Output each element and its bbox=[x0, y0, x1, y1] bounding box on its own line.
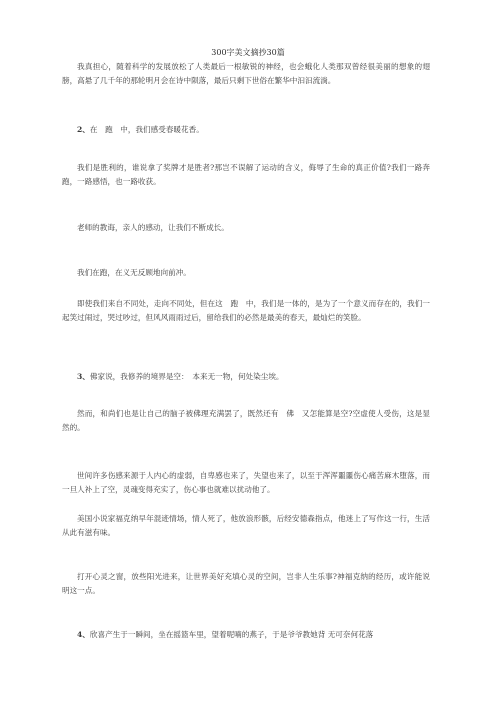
paragraph-text: 我们是胜利的，谁说拿了奖牌才是胜者?那岂不误解了运动的含义，侮辱了生命的真正价值?我们一路奔跑，一路感悟，也一路收获。 bbox=[62, 163, 430, 187]
paragraph-text: 老师的教诲，亲人的感动，让我们不断成长。 bbox=[77, 223, 229, 232]
paragraph-text: 欣喜产生于一瞬间，坐在摇篮车里，望着呢喃的燕子，于是爷爷教她背 无可奈何花落 bbox=[89, 630, 374, 639]
paragraph-text: 佛家说，我修养的境界是空： 本来无一物，何处染尘埃。 bbox=[89, 372, 284, 381]
paragraph-text: 美国小说家福克纳早年混迹情场，情人死了，他放浪形骸，后经安德森指点，他迷上了写作这一行，生活从此有滋有味。 bbox=[62, 514, 430, 538]
paragraph-4 bbox=[62, 628, 430, 642]
paragraph-text: 我们在跑，在义无反顾地向前冲。 bbox=[77, 268, 191, 277]
paragraph-window bbox=[62, 570, 430, 599]
paragraph-teacher bbox=[62, 221, 430, 235]
paragraph-text: 在 跑 中，我们感受春暖花香。 bbox=[89, 125, 204, 134]
paragraph-number: 2、 bbox=[77, 125, 90, 134]
paragraph-text: 然而，和尚们也是让自己的脑子被佛理充满罢了，既然还有 佛 又怎能算是空?空虚使人受伤，这是显然的。 bbox=[62, 409, 430, 433]
paragraph-sorrow bbox=[62, 469, 430, 498]
paragraph-running bbox=[62, 266, 430, 280]
paragraph-text: 世间许多伤感来源于人内心的虚弱，自卑感也来了，失望也来了，以至于浑浑噩噩伤心痛苦麻木堕落，而一旦人补上了空，灵魂变得充实了，伤心事也就难以扰动他了。 bbox=[62, 471, 430, 495]
paragraph-3 bbox=[62, 370, 430, 384]
paragraph-number: 3、 bbox=[77, 372, 90, 381]
paragraph-text: 即使我们来自不同处，走向不同处，但在这 跑 中，我们是一体的，是为了一个意义而存在的，我们一起笑过闹过，哭过吵过，但风风雨雨过后，留给我们的必然是最美的春天，最灿烂的笑脸。 bbox=[62, 299, 430, 323]
paragraph-text: 打开心灵之窗，放些阳光进来，让世界美好充填心灵的空间，岂非人生乐事?神福克纳的经历，或许能说明这一点。 bbox=[62, 572, 430, 596]
paragraph-intro bbox=[62, 60, 430, 89]
paragraph-number: 4、 bbox=[77, 630, 90, 639]
paragraph-faulkner bbox=[62, 512, 430, 541]
paragraph-text: 我真担心，随着科学的发展放松了人类最后一根敏锐的神经，也会蛾化人类那双曾经很美丽的想象的翅膀，高悬了几千年的那轮明月会在诗中陨落，最后只剩下世俗在繁华中汩汩流淌。 bbox=[62, 62, 430, 86]
paragraph-victory bbox=[62, 161, 430, 190]
paragraph-2 bbox=[62, 123, 430, 137]
paragraph-monks bbox=[62, 407, 430, 436]
document-title: 300字美文摘抄30篇 bbox=[211, 48, 285, 57]
paragraph-together bbox=[62, 297, 430, 326]
